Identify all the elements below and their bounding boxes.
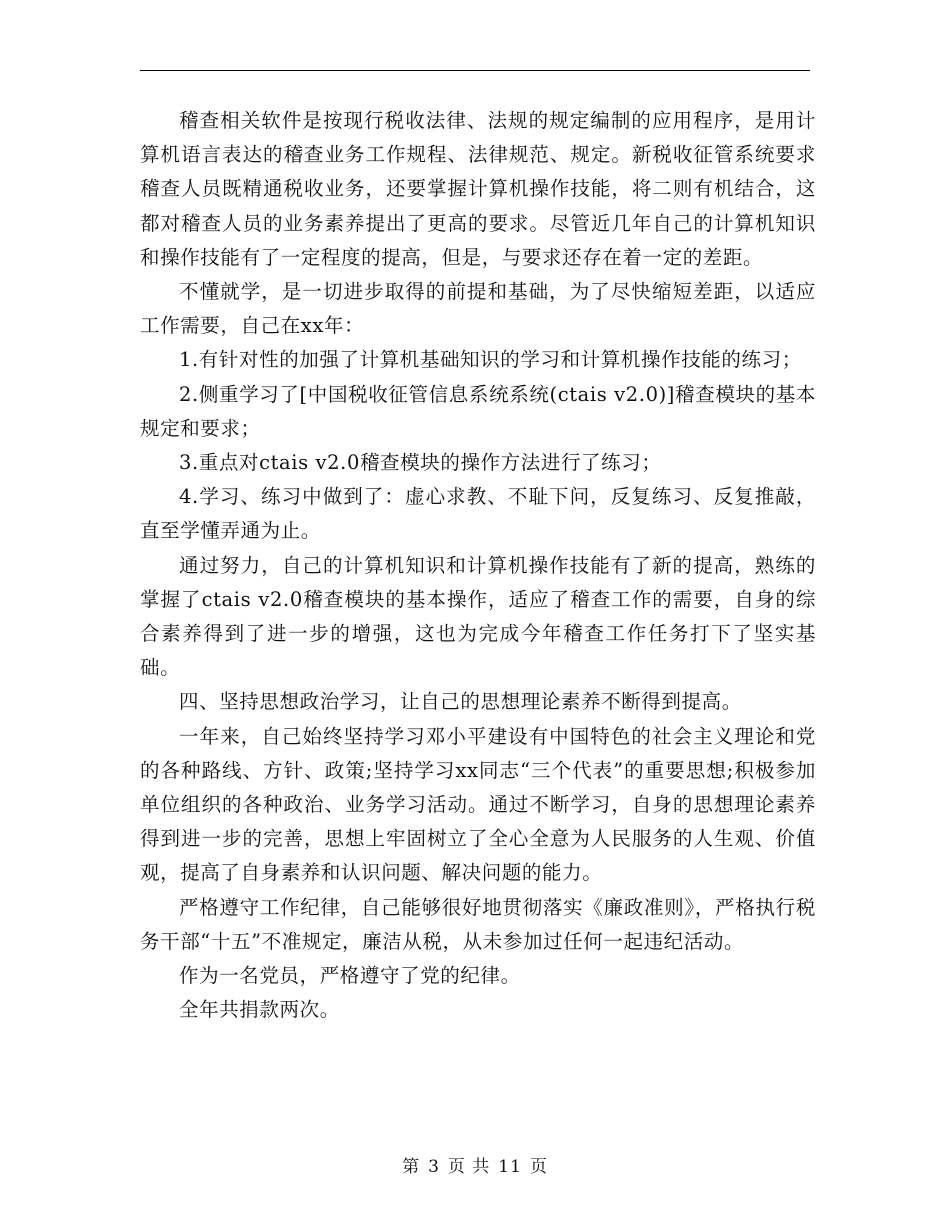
list-item-3: 3.重点对ctais v2.0稽查模块的操作方法进行了练习；	[179, 451, 662, 475]
header-rule	[140, 70, 810, 71]
footer-suffix: 页	[529, 1157, 548, 1177]
page-footer	[0, 1152, 950, 1177]
section-heading: 四、坚持思想政治学习，让自己的思想理论素养不断得到提高。	[179, 690, 742, 714]
list-item-4: 4.学习、练习中做到了：虚心求教、不耻下问，反复练习、反复推敲，直至学懂弄通为止。	[140, 485, 816, 543]
list-item-1: 1.有针对性的加强了计算机基础知识的学习和计算机操作技能的练习；	[179, 348, 802, 372]
current-page-number: 3	[428, 1157, 440, 1177]
paragraph-5: 严格遵守工作纪律，自己能够很好地贯彻落实《廉政准则》，严格执行税务干部“十五”不准规定，廉洁从税，从未参加过任何一起违纪活动。	[140, 895, 816, 953]
list-item-2: 2.侧重学习了[中国税收征管信息系统系统(ctais v2.0)]稽查模块的基本规定和要求；	[140, 382, 816, 440]
paragraph-7: 全年共捐款两次。	[179, 998, 340, 1022]
paragraph-3: 通过努力，自己的计算机知识和计算机操作技能有了新的提高，熟练的掌握了ctais v2.0稽查模块的基本操作，适应了稽查工作的需要，自身的综合素养得到了进一步的增强，这也为完成今年稽查工作任务打下了坚实基础。	[140, 553, 816, 680]
total-page-count: 11	[498, 1157, 522, 1177]
footer-middle: 页 共	[447, 1157, 491, 1177]
footer-prefix: 第	[402, 1157, 421, 1177]
paragraph-6: 作为一名党员，严格遵守了党的纪律。	[179, 964, 521, 988]
paragraph-4: 一年来，自己始终坚持学习邓小平建设有中国特色的社会主义理论和党的各种路线、方针、政策;坚持学习xx同志“三个代表”的重要思想;积极参加单位组织的各种政治、业务学习活动。通过不断学习，自身的思想理论素养得到进一步的完善，思想上牢固树立了全心全意为人民服务的人生观、价值观，提高了自身素养和认识问题、解决问题的能力。	[140, 724, 816, 885]
paragraph-1: 稽查相关软件是按现行税收法律、法规的规定编制的应用程序，是用计算机语言表达的稽查业务工作规程、法律规范、规定。新税收征管系统要求稽查人员既精通税收业务，还要掌握计算机操作技能，将二则有机结合，这都对稽查人员的业务素养提出了更高的要求。尽管近几年自己的计算机知识和操作技能有了一定程度的提高，但是，与要求还存在着一定的差距。	[140, 109, 816, 269]
document-body	[140, 104, 816, 1027]
paragraph-2: 不懂就学，是一切进步取得的前提和基础，为了尽快缩短差距，以适应工作需要，自己在xx年：	[140, 280, 816, 338]
